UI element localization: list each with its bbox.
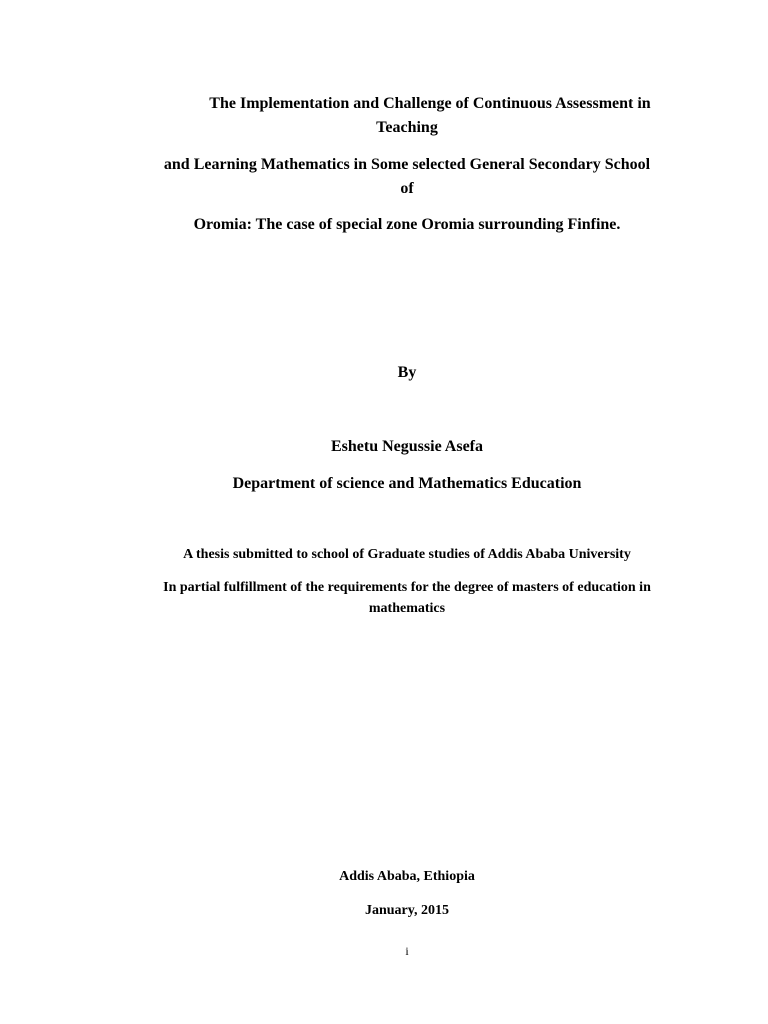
submission-line-1: A thesis submitted to school of Graduate studies of Addis Ababa University [183, 547, 631, 562]
page-number: i [405, 944, 409, 958]
date: January, 2015 [364, 903, 449, 918]
title-line-2b: of [400, 180, 414, 197]
title-line-2a: and Learning Mathematics in Some selected General Secondary School [163, 156, 651, 173]
author-name: Eshetu Negussie Asefa [330, 438, 483, 455]
submission-line-2b: mathematics [368, 601, 446, 616]
submission-line-2a: In partial fulfillment of the requirements for the degree of masters of education in [163, 580, 651, 595]
title-line-3: Oromia: The case of special zone Oromia surrounding Finfine. [193, 216, 621, 233]
department: Department of science and Mathematics Education [232, 475, 582, 492]
place: Addis Ababa, Ethiopia [339, 869, 475, 884]
title-line-1a: The Implementation and Challenge of Continuous Assessment in [209, 95, 651, 112]
title-line-1b: Teaching [376, 119, 438, 136]
by-label: By [397, 364, 417, 381]
